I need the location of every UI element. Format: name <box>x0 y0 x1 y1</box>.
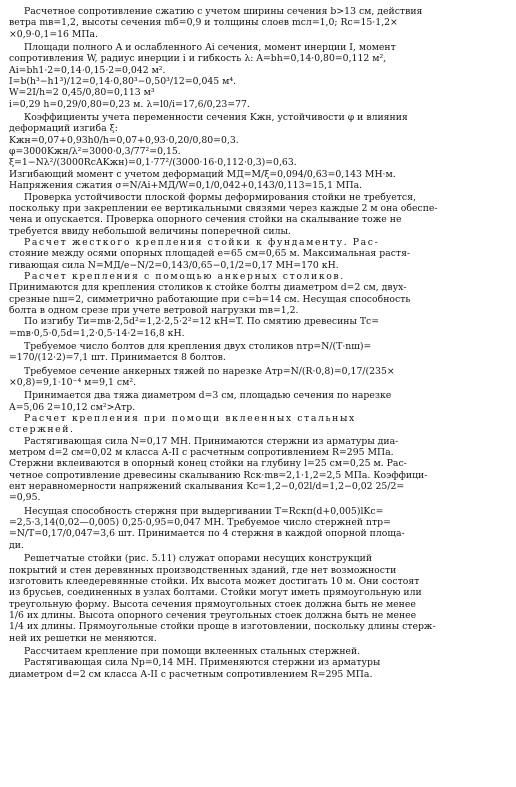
text-line: =2,5·3,14(0,02—0,005) 0,25·0,95=0,047 МН. Требуемое число стержней nтр= <box>9 517 391 529</box>
text-line: Коэффициенты учета переменности сечения Kжн, устойчивости φ и влияния <box>24 112 408 124</box>
section-heading: Расчет жесткого крепления стойки к фундаменту. Рас- <box>24 236 380 248</box>
text-line: стояние между осями опорных площадей e=65 см=0,65 м. Максимальная растя- <box>9 248 411 260</box>
formula-line: Ai=bh1·2=0,14·0,15·2=0,042 м². <box>9 64 166 76</box>
text-line: Принимаются для крепления столиков к стойке болты диаметром d=2 см, двух- <box>9 282 407 294</box>
text-line: требуется ввиду небольшой величины поперечной силы. <box>9 225 291 237</box>
text-line: чена и опускается. Проверка опорного сечения стойки на скалывание тоже не <box>9 214 402 226</box>
text-line: ент неравномерности напряжений скалывания Kс=1,2−0,02l/d=1,2−0,02 25/2= <box>9 481 405 493</box>
text-line: гивающая сила N=MД/e−N/2=0,143/0,65−0,1/2=0,17 МН=170 кН. <box>9 259 339 271</box>
text-line: Проверка устойчивости плоской формы деформирования стойки не требуется, <box>24 191 416 203</box>
text-line: Расчетное сопротивление сжатию с учетом ширины сечения b>13 см, действия <box>24 6 423 17</box>
formula-line: i=0,29 h=0,29/0,80=0,23 м. λ=l0/i=17,6/0,23=77. <box>9 98 250 110</box>
text-line: Требуемое сечение анкерных тяжей по нарезке Aтр=N/(R·0,8)=0,17/(235× <box>24 365 395 377</box>
text-line: =mв·0,5·0,5d=1,2·0,5·14·2=16,8 кН. <box>9 327 185 339</box>
text-line: Площади полного A и ослабленного Ai сечения, момент инерции I, момент <box>24 42 396 54</box>
formula-line: I=b(h³−h1³)/12=0,14·0,80³−0,50³/12=0,045 м⁴. <box>9 76 237 88</box>
text-line: болта в одном срезе при учете ветровой нагрузки mв=1,2. <box>9 304 299 316</box>
text-line: Требуемое число болтов для крепления двух столиков nтр=N/(T·nш)= <box>24 340 372 352</box>
text-line: Растягивающая сила Np=0,14 МН. Применяются стержни из арматуры <box>24 657 381 669</box>
formula-line: Kжн=0,07+0,93h0/h=0,07+0,93·0,20/0,80=0,3. <box>9 134 239 146</box>
section-heading: стержней. <box>9 424 75 436</box>
text-line: ди. <box>9 539 24 551</box>
text-line: метром d=2 см=0,02 м класса А-II с расчетным сопротивлением R=295 МПа. <box>9 447 394 459</box>
formula-line: φ=3000Kжн/λ²=3000·0,3/77²=0,15. <box>9 146 181 158</box>
text-line: деформаций изгиба ξ: <box>9 123 118 135</box>
text-line: Рассчитаем крепление при помощи вклеенных стальных стержней. <box>24 645 361 657</box>
text-line: ×0,9·0,1=16 МПа. <box>9 28 99 40</box>
text-line: сопротивления W, радиус инерции i и гибкость λ: A=bh=0,14·0,80=0,112 м², <box>9 53 387 65</box>
text-line: Изгибающий момент с учетом деформаций MД=M/ξ=0,094/0,63=0,143 МН·м. <box>9 168 396 180</box>
text-line: из брусьев, соединенных в узлах болтами. Стойки могут иметь прямоугольную или <box>9 587 422 599</box>
formula-line: ξ=1−Nλ²/(3000RсAKжн)=0,1·77²/(3000·16·0,112·0,3)=0,63. <box>9 157 297 169</box>
text-line: изготовить клеедеревянные стойки. Их высота может достигать 10 м. Они состоят <box>9 575 420 587</box>
text-line: =170/(12·2)=7,1 шт. Принимается 8 болтов. <box>9 352 226 364</box>
text-line: четное сопротивление древесины скалыванию Rск·mв=2,1·1,2=2,5 МПа. Коэффици- <box>9 469 428 481</box>
text-line: треугольную форму. Высота сечения прямоугольных стоек должна быть не менее <box>9 598 416 610</box>
text-line: Принимается два тяжа диаметром d=3 см, площадью сечения по нарезке <box>24 390 392 402</box>
text-line: Несущая способность стержня при выдергивании T=Rскπ(d+0,005)lKс= <box>24 505 384 517</box>
text-line: =N/T=0,17/0,047=3,6 шт. Принимается по 4 стержня в каждой опорной площа- <box>9 528 405 540</box>
text-line: Напряжения сжатия σ=N/Ai+MД/W=0,1/0,042+0,143/0,113=15,1 МПа. <box>9 180 363 192</box>
text-line: Растягивающая сила N=0,17 МН. Принимаются стержни из арматуры диа- <box>24 435 399 447</box>
section-heading: Расчет крепления с помощью анкерных столиков. <box>24 270 345 282</box>
text-line: 1/4 их длины. Прямоугольные стойки проще в изготовлении, поскольку длины стерж- <box>9 621 436 633</box>
text-line: ×0,8)=9,1·10⁻⁴ м=9,1 см². <box>9 377 137 388</box>
text-line: срезные nш=2, симметрично работающие при c=b=14 см. Несущая способность <box>9 293 411 305</box>
text-line: A=5,06 2=10,12 см²>Aтр. <box>9 401 136 413</box>
text-line: ветра mв=1,2, высоты сечения mб=0,9 и толщины слоев mсл=1,0; Rс=15·1,2× <box>9 17 398 29</box>
text-line: диаметром d=2 см класса А-II с расчетным сопротивлением R=295 МПа. <box>9 668 373 680</box>
text-line: По изгибу Tи=mв·2,5d²=1,2·2,5·2²=12 кН=T. По смятию древесины Tс= <box>24 316 380 328</box>
section-heading: Расчет крепления при помощи вклеенных стальных <box>24 413 356 425</box>
text-line: Решетчатые стойки (рис. 5.11) служат опорами несущих конструкций <box>24 553 373 565</box>
formula-line: W=2I/h=2 0,45/0,80=0,113 м³ <box>9 87 155 99</box>
text-line: =0,95. <box>9 492 41 504</box>
text-line: покрытий и стен деревянных производственных зданий, где нет возможности <box>9 564 397 576</box>
text-line: 1/6 их длины. Высота опорного сечения треугольных стоек должна быть не менее <box>9 609 417 621</box>
text-line: поскольку при закреплении ее вертикальными связями через каждые 2 м она обеспе- <box>9 202 438 214</box>
text-line: Стержни вклеиваются в опорный конец стойки на глубину l=25 см=0,25 м. Рас- <box>9 458 407 470</box>
text-line: ней их решетки не меняются. <box>9 632 157 644</box>
